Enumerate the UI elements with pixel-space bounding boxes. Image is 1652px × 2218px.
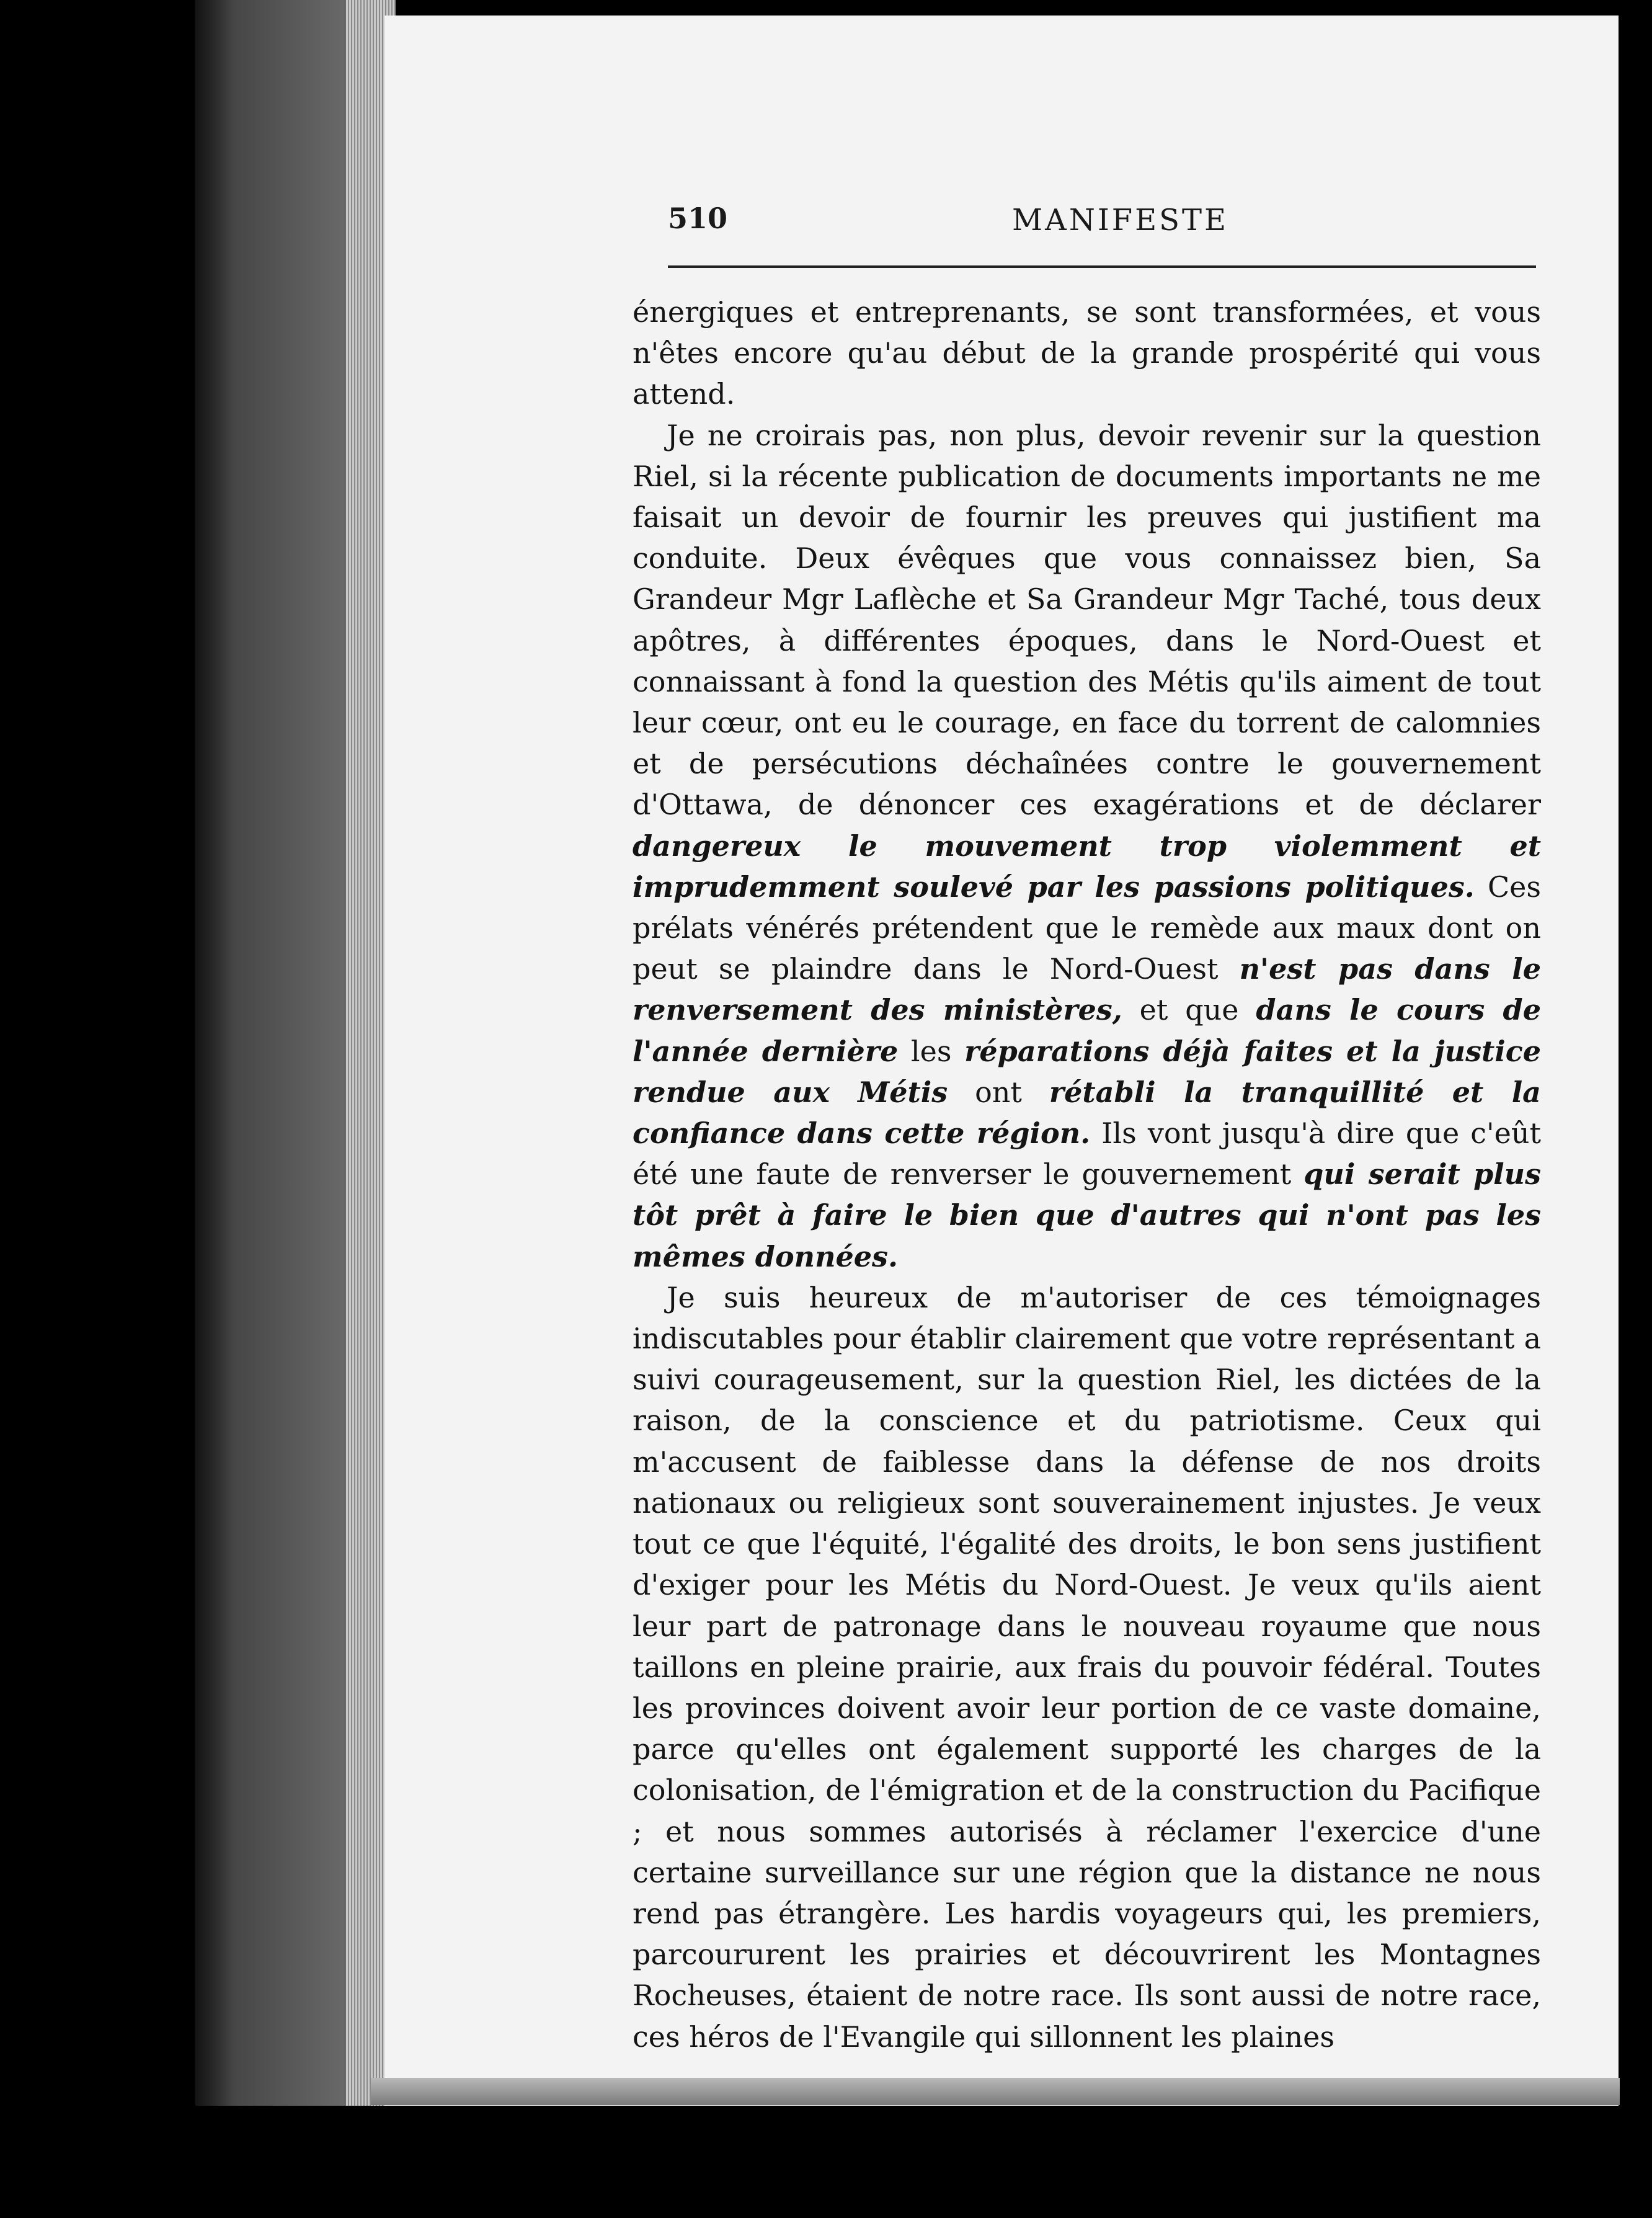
italic-text-segment: n'est pas dans le renversement des ministères, — [633, 952, 1541, 1027]
paragraph-2 — [633, 415, 1541, 1277]
text-segment: Ces prélats vénérés prétendent que le remède aux maux dont on peut se plaindre dans le Nord-Ouest — [633, 870, 1541, 986]
italic-text-segment: dangereux le mouvement trop violemment et imprudemment soulevé par les passions politiques. — [633, 829, 1541, 904]
italic-text-segment: dans le cours de l'année dernière — [633, 993, 1541, 1068]
text-segment: Ils vont jusqu'à dire que c'eût été une faute de renverser le gouvernement — [633, 1116, 1542, 1191]
text-segment: et que — [1122, 993, 1256, 1027]
italic-text-segment: rétabli la tranquillité et la confiance dans cette région. — [633, 1075, 1541, 1151]
edge-shadow — [195, 0, 233, 2106]
paragraph-3 — [633, 1277, 1541, 2057]
body-text — [633, 292, 1541, 2057]
text-segment: les — [898, 1034, 965, 1068]
italic-text-segment: qui serait plus tôt prêt à faire le bien que d'autres qui n'ont pas les mêmes données. — [633, 1157, 1541, 1273]
bottom-margin-black — [0, 2106, 1652, 2218]
header-rule — [668, 265, 1536, 268]
text-segment: énergiques et entreprenants, se sont transformées, et vous n'êtes encore qu'au début de la grande prospérité qui vous attend. — [633, 295, 1541, 411]
page-header — [668, 202, 1536, 239]
page-bottom-edge — [371, 2078, 1623, 2105]
text-segment: Je ne croirais pas, non plus, devoir revenir sur la question Riel, si la récente publication de documents importants ne me faisait un devoir de fournir les preuves qui justifient ma conduite. Deux évêques que vous connaissez bien, Sa Grandeur Mgr Laflèche et Sa Grandeur Mgr Taché, tous deux apôtres, à différentes époques, dans le Nord-Ouest et connaissant à fond la question des Métis qu'ils aiment de tout leur cœur, ont eu le courage, en face du torrent de calomnies et de persécutions déchaînées contre le gouvernement d'Ottawa, de dénoncer ces exagérations et de déclarer — [633, 418, 1541, 822]
italic-text-segment: réparations déjà faites et la justice rendue aux Métis — [633, 1034, 1541, 1109]
running-head: MANIFESTE — [1012, 203, 1229, 238]
paragraph-1 — [633, 292, 1541, 415]
page-number: 510 — [668, 202, 728, 235]
text-segment: ont — [948, 1075, 1049, 1109]
text-segment: Je suis heureux de m'autoriser de ces témoignages indiscutables pour établir clairement que votre représentant a suivi courageusement, sur la question Riel, les dictées de la raison, de la conscience et du patriotisme. Ceux qui m'accusent de faiblesse dans la défense de nos droits nationaux ou religieux sont souverainement injustes. Je veux tout ce que l'équité, l'égalité des droits, le bon sens justifient d'exiger pour les Métis du Nord-Ouest. Je veux qu'ils aient leur part de patronage dans le nouveau royaume que nous taillons en pleine prairie, aux frais du pouvoir fédéral. Toutes les provinces doivent avoir leur portion de ce vaste domaine, parce qu'elles ont également supporté les charges de la colonisation, de l'émigration et de la construction du Pacifique ; et nous sommes autorisés à réclamer l'exercice d'une certaine surveillance sur une région que la distance ne nous rend pas étrangère. Les hardis voyageurs qui, les premiers, parcoururent les prairies et découvrirent les Montagnes Rocheuses, étaient de notre race. Ils sont aussi de notre race, ces héros de l'Evangile qui sillonnent les plaines — [633, 1280, 1541, 2054]
right-margin-black — [1620, 0, 1652, 2218]
